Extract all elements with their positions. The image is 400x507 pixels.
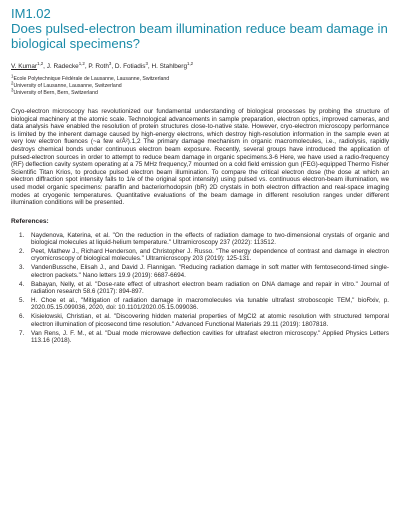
author [46,60,89,70]
author-name: V. Kumar [11,63,38,70]
affiliation-text: Ecole Polytechnique Fédérale de Lausanne, Lausanne, Switzerland [13,76,170,82]
affiliation [11,87,389,97]
reference-text: Peet, Mathew J., Richard Henderson, and Christopher J. Russo. "The energy dependence of contrast and damage in electron cryomicroscopy of biological molecules." Ultramicroscopy 203 (2019): 125-131. [31,248,389,263]
reference-number: 2. [19,248,25,256]
reference-text: Naydenova, Katerina, et al. "On the reduction in the effects of radiation damage to two-dimensional crystals of organic and biological molecules at liquid-helium temperature." Ultramicroscopy 237 (2022): 113512. [31,231,389,247]
reference-item [11,330,389,345]
reference-number: 4. [19,280,25,288]
reference-text: VandenBussche, Elisah J., and David J. Flannigan. "Reducing radiation damage in soft matter with femtosecond-timed single-electron packets." Nano letters 19.9 (2019): 6687-6694. [31,264,389,279]
author-separator: , [84,63,89,70]
author-name: D. Fotiadis [114,63,146,70]
reference-text: Van Rens, J. F. M., et al. "Dual mode microwave deflection cavities for ultrafast electron microscopy." Applied Physics Letters 113.16 (2018). [31,329,389,344]
reference-number: 7. [19,329,25,337]
reference-item [11,313,389,328]
author-list [11,60,389,71]
author [88,60,115,70]
reference-number: 6. [19,313,25,321]
affiliation-marker: 1 [11,73,14,79]
author-separator: , [111,63,115,70]
reference-text: H. Choe et al., "Mitigation of radiation damage in macromolecules via tunable ultrafast stroboscopic TEM," bioRxiv, p. 2020.05.15.099036, 2020, doi: 10.1101/2020.05.15.099036. [31,296,389,312]
reference-item [11,297,389,312]
author [151,60,194,70]
abstract-body: Cryo-electron microscopy has revolutionized our fundamental understanding of biological processes by probing the structure of biological machinery at the atomic scale. Technological advancements in sample preparation, electron optics, improved cameras, and data analysis have enabled the resolution of protein structures close-to-native state. However, cryo-electron microscopy performance is limited by the inherent damage caused by high-energy electrons, which destroy high-resolution information in the sample even at very low electron fluences (~a few e/Å²).1,2 The primary damage mechanism in organic macromolecules, i.e., radiolysis, rapidly destroys chemical bonds under continuous electron beam exposure. Recently, several groups have introduced the application of pulsed-electron sources in order to attempt to reduce beam damage in organic specimens.3-6 Here, we have used a radio-frequency (RF) deflection cavity system operating at a 75 MHz frequency,7 mounted on a cold field emission gun (FEG)-equipped Thermo Fisher Scientific Titan Krios, to produce pulsed electron beam illumination. To compare the critical electron dose (the dose at which an electron diffraction spot intensity falls to 1/e of the original spot intensity) using pulsed vs. continuous electron-beam illumination, we used model organic specimens: paraffin and bacteriorhodopsin (bR) 2D crystals in both electron diffraction and real-space imaging modes at cryogenic temperatures. Quantitative evaluations of the beam damage in different resolution ranges under different illumination conditions will be presented. [11,108,389,207]
reference-number: 1. [19,231,25,239]
author-affiliation-marker: 3 [108,60,112,66]
reference-item [11,281,389,296]
author-separator: , [43,63,47,70]
author-separator: , [147,63,152,70]
author [114,60,152,70]
reference-text: Babayan, Nelly, et al. "Dose-rate effect of ultrashort electron beam radiation on DNA damage and repair in vitro." Journal of radiation research 58.6 (2017): 894-897. [31,280,389,296]
author-affiliation-marker: 1,2 [78,60,85,66]
affiliation-text: University of Lausanne, Lausanne, Switzerland [13,83,122,89]
author-affiliation-marker: 1,2 [187,60,194,66]
reference-list [11,232,389,345]
author-name: P. Roth [88,63,109,70]
affiliation-text: University of Bern, Bern, Switzerland [13,90,98,96]
affiliation-marker: 3 [11,87,14,93]
abstract-title: Does pulsed-electron beam illumination reduce beam damage in biological specimens? [11,21,388,51]
reference-item [11,232,389,247]
abstract-code: IM1.02 [11,6,51,21]
references-heading: References: [11,217,49,225]
reference-number: 5. [19,296,25,304]
author [11,60,47,70]
reference-item [11,264,389,279]
author-name: H. Stahlberg [151,63,187,70]
reference-number: 3. [19,264,25,272]
reference-item [11,248,389,263]
author-name: J. Radecke [46,63,79,70]
author-affiliation-marker: 3 [145,60,148,66]
reference-text: Kisielowski, Christian, et al. "Discovering hidden material properties of MgCl2 at atomic resolution with structured temporal electron illumination of picosecond time resolution." Advanced Functional Materials 29.11 (2019): 1807818. [31,313,389,328]
affiliation-marker: 2 [11,80,14,86]
author-affiliation-marker: 1,2 [37,60,44,66]
affiliation-list [11,73,389,97]
